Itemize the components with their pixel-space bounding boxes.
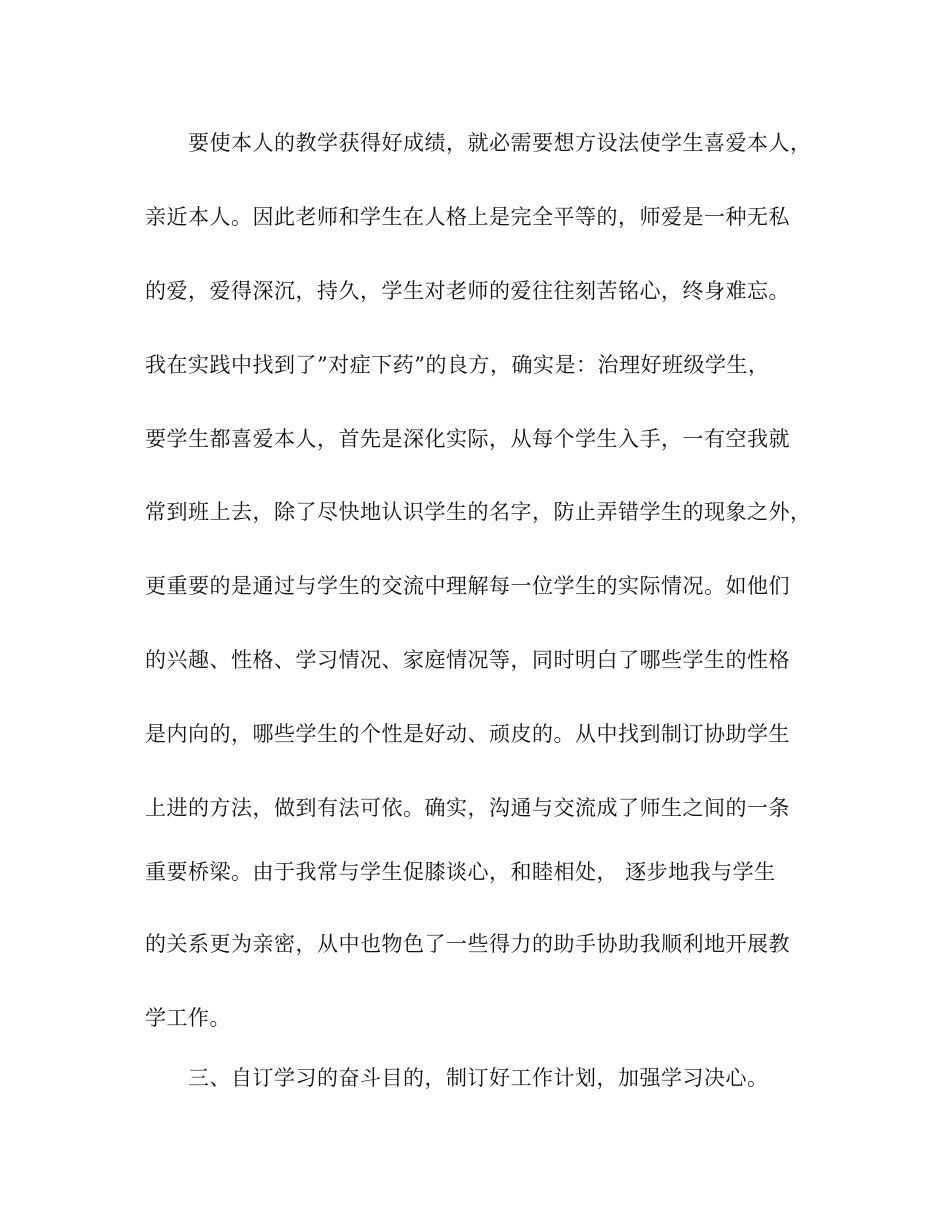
paragraph-line: 常到班上去，除了尽快地认识学生的名字，防止弄错学生的现象之外， (145, 500, 812, 524)
paragraph-line: 的兴趣、性格、学习情况、家庭情况等，同时明白了哪些学生的性格 (145, 648, 790, 672)
paragraph-line: 亲近本人。因此老师和学生在人格上是完全平等的，师爱是一种无私 (145, 205, 790, 229)
paragraph-line: 我在实践中找到了”对症下药”的良方，确实是：治理好班级学生， (145, 353, 770, 377)
paragraph-line: 是内向的，哪些学生的个性是好动、顽皮的。从中找到制订协助学生 (145, 722, 790, 746)
paragraph-line: 上进的方法，做到有法可依。确实，沟通与交流成了师生之间的一条 (145, 796, 790, 820)
paragraph-line: 更重要的是通过与学生的交流中理解每一位学生的实际情况。如他们 (145, 574, 790, 598)
paragraph-line: 学工作。 (145, 1006, 231, 1030)
paragraph-line: 要使本人的教学获得好成绩，就必需要想方设法使学生喜爱本人， (188, 131, 812, 155)
paragraph-line: 重要桥梁。由于我常与学生促膝谈心，和睦相处， 逐步地我与学生 (145, 860, 776, 884)
paragraph-line: 的爱，爱得深沉，持久，学生对老师的爱往往刻苦铭心，终身难忘。 (145, 279, 790, 303)
paragraph-line: 要学生都喜爱本人，首先是深化实际，从每个学生入手，一有空我就 (145, 427, 790, 451)
paragraph-line: 的关系更为亲密，从中也物色了一些得力的助手协助我顺利地开展教 (145, 932, 790, 956)
section-heading: 三、自订学习的奋斗目的，制订好工作计划，加强学习决心。 (188, 1066, 769, 1090)
